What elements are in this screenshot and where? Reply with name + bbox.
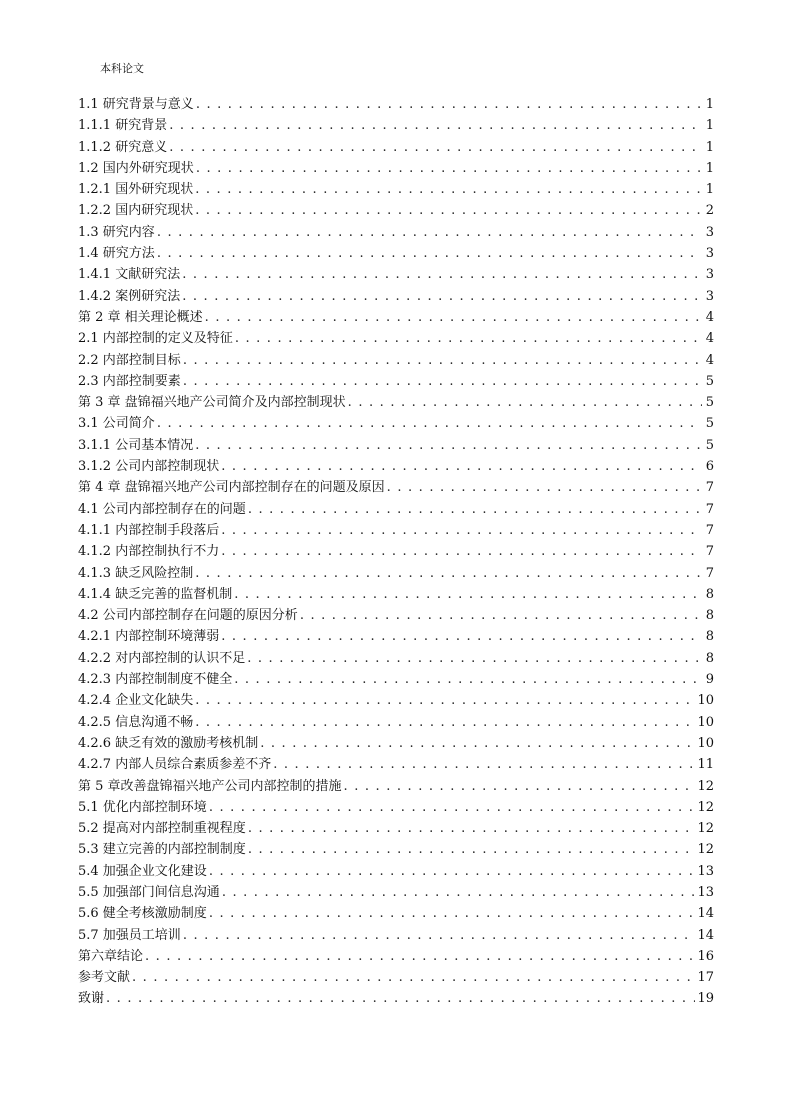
toc-entry-title: 4.1.2 内部控制执行不力 (78, 544, 220, 560)
toc-entry-title: 4.2.3 内部控制制度不健全 (78, 672, 233, 688)
toc-entry-title: 1.2.1 国外研究现状 (78, 182, 194, 198)
toc-entry-title: 第 5 章改善盘锦福兴地产公司内部控制的措施 (78, 778, 342, 794)
toc-entry-title: 4.1.3 缺乏风险控制 (78, 565, 194, 581)
toc-leader-dots (157, 222, 702, 243)
toc-entry-title: 致谢 (78, 991, 105, 1007)
toc-leader-dots (248, 839, 696, 860)
toc-entry[interactable] (78, 179, 714, 200)
toc-leader-dots (248, 499, 702, 520)
toc-leader-dots (196, 94, 702, 115)
toc-leader-dots (195, 200, 702, 221)
toc-entry-page: 14 (697, 927, 714, 943)
toc-entry-page: 10 (697, 693, 714, 709)
toc-leader-dots (221, 520, 702, 541)
toc-entry-page: 8 (705, 629, 714, 645)
toc-entry[interactable] (78, 456, 714, 477)
toc-entry[interactable] (78, 371, 714, 392)
toc-entry[interactable] (78, 499, 714, 520)
toc-leader-dots (222, 882, 696, 903)
toc-entry[interactable] (78, 882, 714, 903)
toc-entry[interactable] (78, 946, 714, 967)
toc-entry[interactable] (78, 435, 714, 456)
toc-entry-page: 7 (705, 480, 714, 496)
table-of-contents (78, 94, 714, 1010)
toc-entry-title: 5.6 健全考核激励制度 (78, 906, 207, 922)
toc-entry-title: 3.1 公司简介 (78, 416, 155, 432)
toc-entry[interactable] (78, 520, 714, 541)
toc-entry-title: 3.1.1 公司基本情况 (78, 437, 194, 453)
toc-leader-dots (348, 392, 702, 413)
toc-entry[interactable] (78, 413, 714, 434)
toc-leader-dots (260, 733, 695, 754)
toc-leader-dots (196, 158, 702, 179)
toc-entry-page: 4 (705, 309, 714, 325)
toc-entry[interactable] (78, 200, 714, 221)
toc-entry-title: 5.7 加强员工培训 (78, 927, 181, 943)
toc-entry[interactable] (78, 690, 714, 711)
toc-entry-title: 5.5 加强部门间信息沟通 (78, 884, 220, 900)
toc-entry-page: 8 (705, 650, 714, 666)
toc-leader-dots (195, 563, 702, 584)
toc-entry-page: 4 (705, 352, 714, 368)
toc-leader-dots (145, 946, 695, 967)
toc-leader-dots (248, 818, 696, 839)
toc-entry-title: 3.1.2 公司内部控制现状 (78, 459, 220, 475)
toc-leader-dots (234, 584, 702, 605)
toc-entry-title: 1.2 国内外研究现状 (78, 160, 194, 176)
toc-entry[interactable] (78, 307, 714, 328)
toc-entry[interactable] (78, 648, 714, 669)
toc-entry-page: 19 (697, 991, 714, 1007)
toc-entry-page: 16 (697, 948, 714, 964)
toc-entry-page: 12 (697, 821, 714, 837)
toc-entry-title: 5.1 优化内部控制环境 (78, 799, 207, 815)
toc-leader-dots (247, 648, 702, 669)
toc-entry-page: 10 (697, 735, 714, 751)
toc-entry[interactable] (78, 712, 714, 733)
toc-entry[interactable] (78, 115, 714, 136)
toc-entry-page: 5 (705, 416, 714, 432)
toc-entry-title: 4.1.1 内部控制手段落后 (78, 522, 220, 538)
toc-entry-page: 13 (697, 884, 714, 900)
toc-entry[interactable] (78, 222, 714, 243)
toc-entry[interactable] (78, 967, 714, 988)
toc-entry-title: 第 4 章 盘锦福兴地产公司内部控制存在的问题及原因 (78, 480, 385, 496)
toc-leader-dots (182, 286, 702, 307)
toc-entry-page: 12 (697, 799, 714, 815)
toc-entry-page: 9 (705, 672, 714, 688)
toc-entry-page: 7 (705, 501, 714, 517)
toc-entry-page: 3 (705, 246, 714, 262)
toc-entry-title: 1.1 研究背景与意义 (78, 97, 194, 112)
toc-leader-dots (183, 925, 696, 946)
toc-entry[interactable] (78, 584, 714, 605)
toc-entry-title: 1.3 研究内容 (78, 224, 155, 240)
toc-entry-title: 2.1 内部控制的定义及特征 (78, 331, 233, 347)
toc-entry-title: 1.1.2 研究意义 (78, 139, 168, 155)
toc-entry[interactable] (78, 605, 714, 626)
toc-entry[interactable] (78, 776, 714, 797)
toc-entry[interactable] (78, 861, 714, 882)
toc-entry-title: 2.2 内部控制目标 (78, 352, 181, 368)
toc-entry-page: 10 (697, 714, 714, 730)
toc-entry[interactable] (78, 137, 714, 158)
toc-entry-title: 1.2.2 国内研究现状 (78, 203, 194, 219)
toc-entry-page: 11 (697, 757, 714, 773)
toc-entry[interactable] (78, 626, 714, 647)
toc-entry-page: 13 (697, 863, 714, 879)
toc-leader-dots (169, 115, 702, 136)
toc-entry-title: 4.2.2 对内部控制的认识不足 (78, 650, 246, 666)
toc-leader-dots (209, 797, 696, 818)
toc-entry-page: 12 (697, 778, 714, 794)
toc-entry-title: 4.1 公司内部控制存在的问题 (78, 501, 246, 517)
toc-entry-title: 4.2.6 缺乏有效的激励考核机制 (78, 735, 259, 751)
toc-entry[interactable] (78, 733, 714, 754)
toc-leader-dots (221, 626, 702, 647)
toc-leader-dots (221, 456, 702, 477)
toc-leader-dots (195, 435, 702, 456)
toc-leader-dots (234, 669, 702, 690)
toc-entry-title: 4.1.4 缺乏完善的监督机制 (78, 586, 233, 602)
toc-entry-page: 7 (705, 544, 714, 560)
toc-entry-page: 5 (705, 395, 714, 411)
toc-entry[interactable] (78, 541, 714, 562)
toc-entry[interactable] (78, 988, 714, 1009)
toc-leader-dots (195, 690, 695, 711)
toc-entry-page: 6 (705, 459, 714, 475)
toc-entry-page: 4 (705, 331, 714, 347)
toc-leader-dots (132, 967, 695, 988)
toc-entry-page: 3 (705, 267, 714, 283)
toc-entry-title: 1.4 研究方法 (78, 246, 155, 262)
toc-leader-dots (344, 776, 696, 797)
toc-entry-page: 7 (705, 565, 714, 581)
toc-entry-page: 3 (705, 224, 714, 240)
toc-entry[interactable] (78, 286, 714, 307)
toc-entry-page: 14 (697, 906, 714, 922)
toc-entry[interactable] (78, 94, 714, 115)
toc-entry-title: 4.2.5 信息沟通不畅 (78, 714, 194, 730)
toc-entry-title: 5.3 建立完善的内部控制制度 (78, 842, 246, 858)
toc-leader-dots (106, 988, 695, 1009)
toc-entry-page: 5 (705, 437, 714, 453)
toc-leader-dots (205, 307, 702, 328)
toc-entry-page: 8 (705, 586, 714, 602)
toc-entry-page: 1 (705, 139, 714, 155)
page-header: 本科论文 (100, 62, 144, 75)
toc-entry[interactable] (78, 903, 714, 924)
toc-entry-title: 4.2.1 内部控制环境薄弱 (78, 629, 220, 645)
toc-leader-dots (300, 605, 702, 626)
toc-entry-page: 7 (705, 522, 714, 538)
toc-entry[interactable] (78, 350, 714, 371)
toc-entry[interactable] (78, 477, 714, 498)
toc-entry-page: 5 (705, 373, 714, 389)
toc-entry-title: 5.4 加强企业文化建设 (78, 863, 207, 879)
toc-entry-title: 第 2 章 相关理论概述 (78, 309, 203, 325)
toc-entry-title: 5.2 提高对内部控制重视程度 (78, 821, 246, 837)
toc-entry-title: 第六章结论 (78, 948, 144, 964)
toc-entry-page: 1 (705, 182, 714, 198)
toc-entry-title: 第 3 章 盘锦福兴地产公司简介及内部控制现状 (78, 395, 346, 411)
toc-entry-title: 4.2.7 内部人员综合素质参差不齐 (78, 757, 272, 773)
toc-entry-page: 17 (697, 970, 714, 986)
toc-entry[interactable] (78, 839, 714, 860)
toc-entry-page: 12 (697, 842, 714, 858)
toc-entry[interactable] (78, 818, 714, 839)
toc-entry[interactable] (78, 158, 714, 179)
toc-entry[interactable] (78, 328, 714, 349)
toc-leader-dots (235, 328, 702, 349)
toc-entry[interactable] (78, 243, 714, 264)
toc-entry-page: 2 (705, 203, 714, 219)
toc-entry-page: 8 (705, 608, 714, 624)
toc-entry-title: 4.2 公司内部控制存在问题的原因分析 (78, 608, 298, 624)
toc-entry-page: 1 (705, 118, 714, 134)
toc-leader-dots (209, 903, 696, 924)
toc-entry-title: 1.4.1 文献研究法 (78, 267, 181, 283)
toc-leader-dots (157, 413, 702, 434)
toc-entry-title: 2.3 内部控制要素 (78, 373, 181, 389)
toc-entry[interactable] (78, 925, 714, 946)
toc-entry[interactable] (78, 392, 714, 413)
toc-entry[interactable] (78, 669, 714, 690)
toc-leader-dots (182, 264, 702, 285)
toc-leader-dots (195, 712, 695, 733)
toc-entry[interactable] (78, 563, 714, 584)
toc-leader-dots (273, 754, 695, 775)
toc-entry-page: 1 (705, 160, 714, 176)
toc-entry[interactable] (78, 754, 714, 775)
toc-entry-title: 4.2.4 企业文化缺失 (78, 693, 194, 709)
toc-leader-dots (183, 350, 702, 371)
toc-entry-title: 1.4.2 案例研究法 (78, 288, 181, 304)
toc-entry-page: 3 (705, 288, 714, 304)
toc-entry-page: 1 (705, 97, 714, 112)
toc-entry-title: 参考文献 (78, 970, 131, 986)
toc-leader-dots (183, 371, 702, 392)
toc-leader-dots (157, 243, 702, 264)
toc-leader-dots (195, 179, 702, 200)
toc-entry[interactable] (78, 797, 714, 818)
toc-entry[interactable] (78, 264, 714, 285)
toc-leader-dots (221, 541, 702, 562)
toc-leader-dots (169, 137, 702, 158)
toc-entry-title: 1.1.1 研究背景 (78, 118, 168, 134)
toc-leader-dots (209, 861, 696, 882)
toc-leader-dots (387, 477, 702, 498)
